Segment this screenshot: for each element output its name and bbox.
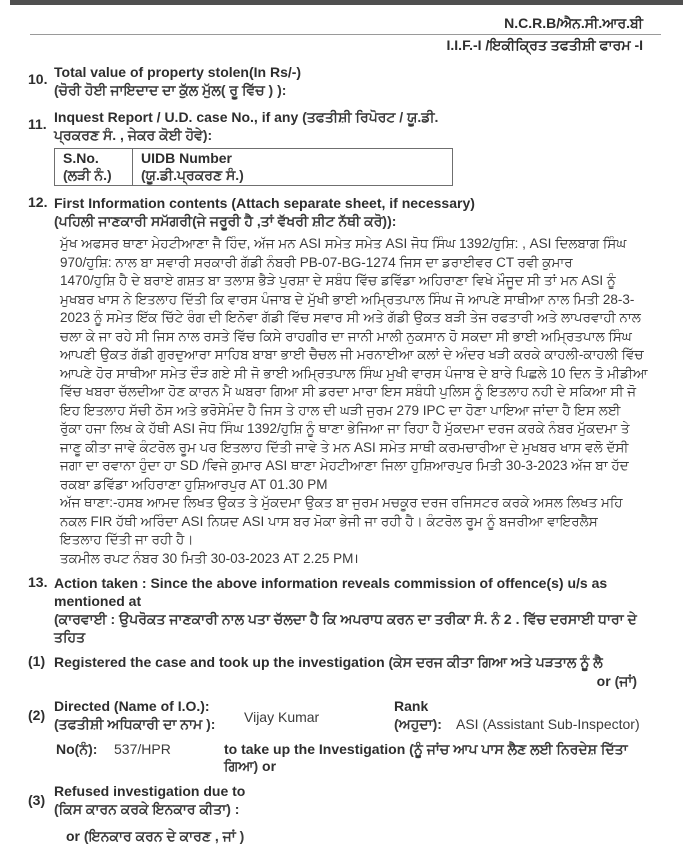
action-2-directed	[28, 697, 661, 733]
rank-label	[394, 697, 456, 733]
io-number-label-pa: (ਨੰ):	[74, 741, 98, 757]
udb-number-cell	[133, 149, 453, 186]
udb-sno-cell	[55, 149, 133, 186]
fir-contents-line: ਇਹ ਇਤਲਾਹ ਸੱਚੀ ਠੋਸ ਅਤੇ ਭਰੋਸੇਮੰਦ ਹੈ ਜਿਸ ਤੇ ਹਾਲ ਦੀ ਘੜੀ ਜੁਰਮ 279 IPC ਦਾ ਹੋਣਾ ਪਾਇਆ ਜਾਂਦਾ ਹੈ ਇਸ ਲਈ	[60, 402, 621, 418]
action-1-text-pa: (ਕੇਸ ਦਰਜ ਕੀਤਾ ਗਿਆ ਅਤੇ ਪੜਤਾਲ ਨੂੰ ਲੈ	[388, 654, 603, 670]
action-1-or-pa: (ਜਾਂ)	[614, 673, 637, 689]
io-number-label	[56, 741, 114, 775]
item-13-number: 13.	[28, 574, 48, 590]
rank-value: ASI (Assistant Sub-Inspector)	[456, 716, 640, 732]
fir-contents-line: ਜਾਣੂ ਕੀਤਾ ਜਾਵੇ ਕੰਟਰੋਲ ਰੂਮ ਪਰ ਇਤਲਾਹ ਦਿੱਤੀ ਜਾਵੇ ਤੇ ਮਨ ASI ਸਮੇਤ ਸਾਥੀ ਕਰਮਚਾਰੀਆ ਦੇ ਮੁਖਬਰ ਖਾਸ ਵਲੋ ਦੱਸੀ	[60, 439, 629, 455]
item-10-body	[54, 63, 661, 99]
form-code: I.I.F.-I /ਇਕੀਕ੍ਰਿਤ ਤਫਤੀਸ਼ੀ ਫਾਰਮ -I	[446, 37, 643, 53]
udb-table-header-row	[55, 149, 453, 186]
fir-contents-line: ਰੁੱਕਾ ਹਜਾ ਲਿਖ ਕੇ ਹੱਥੀ ASI ਜੋਧ ਸਿੰਘ 1392/ਹੁਸ਼ਿ ਨੂੰ ਥਾਣਾ ਭੇਜਿਆ ਜਾ ਰਿਹਾ ਹੈ ਮੁੱਕਦਮਾ ਦਰਜ ਕਰਕੇ ਨੰਬਰ ਮੁੱਕਦਮਾ ਤੇ	[60, 421, 630, 436]
fir-contents-line: ਤਕਮੀਲ ਰਪਟ ਨੰਬਰ 30 ਮਿਤੀ 30-03-2023 AT 2.25 PM।	[60, 550, 359, 566]
action-2-number: (2)	[28, 707, 46, 723]
ncrb-code: N.C.R.B/ਐਨ.ਸੀ.ਆਰ.ਬੀ	[504, 15, 643, 31]
item-11-label-en: Inquest Report / U.D. case No., if any	[54, 109, 303, 125]
item-11-label-line1	[54, 108, 661, 126]
udb-number-label-en: UIDB Number	[141, 150, 233, 166]
refused-label-en: Refused investigation due to	[54, 783, 246, 799]
io-name-value: Vijay Kumar	[244, 709, 320, 725]
item-12-label-en: First Information contents (Attach separate sheet, if necessary)	[54, 195, 475, 211]
item-11-inquest-report	[28, 108, 661, 188]
form-header	[28, 5, 661, 54]
fir-contents-line: ਮੁੱਖ ਅਫਸਰ ਥਾਣਾ ਮੇਹਟੀਆਣਾ ਜੈ ਹਿੰਦ, ਅੱਜ ਮਨ ASI ਸਮੇਤ ਸਮੇਤ ASI ਜੋਧ ਸਿੰਘ 1392/ਹੁਸ਼ਿ: , ASI ਦਿਲਬਾਗ ਸਿੰਘ	[60, 236, 627, 251]
item-13-label-pa: (ਕਾਰਵਾਈ : ਉਪਰੋਕਤ ਜਾਣਕਾਰੀ ਨਾਲ ਪਤਾ ਚੱਲਦਾ ਹੈ ਕਿ ਅਪਰਾਧ ਕਰਨ ਦਾ ਤਰੀਕਾ ਸੰ. ਨੰ 2 . ਵਿੱਚ ਦਰਸਾਈ ਧਾਰਾ ਦੇ ਤਹਿਤ	[54, 611, 637, 645]
rank-label-en: Rank	[394, 698, 429, 714]
item-13-action-taken	[28, 574, 661, 646]
fir-contents-line: ਜਗਾ ਦਾ ਰਵਾਨਾ ਹੁੰਦਾ ਹਾ SD /ਵਿਜੇ ਕੁਮਾਰ ASI ਥਾਣਾ ਮੇਹਟੀਆਣਾ ਜਿਲਾ ਹੁਸ਼ਿਆਰਪੁਰ ਮਿਤੀ 30-3-2023 ਅੱਜ ਬਾ ਹੱਦ	[60, 458, 629, 473]
action-1-text-en: Registered the case and took up the investigation	[54, 654, 389, 670]
item-12-number: 12.	[28, 194, 48, 210]
action-3-or	[28, 828, 661, 845]
takeup-or: or	[258, 758, 277, 774]
fir-form-page	[0, 5, 683, 845]
fir-contents-line: ਮੁਖਬਰ ਖਾਸ ਨੇ ਇਤਲਾਹ ਦਿੱਤੀ ਕਿ ਵਾਰਸ ਪੰਜਾਬ ਦੇ ਮੁੱਖੀ ਭਾਈ ਅਮ੍ਰਿਤਪਾਲ ਸਿੰਘ ਜੋ ਆਪਣੇ ਸਾਥੀਆ ਨਾਲ ਮਿਤੀ 28-3-	[60, 291, 635, 307]
fir-contents	[60, 235, 661, 568]
item-10-property-value	[28, 63, 661, 99]
action-1-registered	[28, 653, 661, 671]
fir-contents-line: ਆਪਣੇ ਹੋਰ ਸਾਥੀਆ ਸਮੇਤ ਦੌੜ ਗਏ ਸੀ ਜੋ ਭਾਈ ਅਮ੍ਰਿਤਪਾਲ ਸਿੰਘ ਮੁਖੀ ਵਾਰਸ ਪੰਜਾਬ ਦੇ ਬਾਰੇ ਪਿਛਲੇ 10 ਦਿਨ ਤੋ ਮੀਡੀਆ	[60, 365, 648, 381]
fir-contents-line: 1470/ਹੁਸ਼ਿ ਹੈ ਦੇ ਬਰਾਏ ਗਸ਼ਤ ਬਾ ਤਲਾਸ਼ ਭੈੜੇ ਪੁਰਸ਼ਾ ਦੇ ਸਬੰਧ ਵਿੱਚ ਡਵਿੱਡਾ ਅਹਿਰਾਣਾ ਵਿਖੇ ਮੌਜੂਦ ਸੀ ਤਾਂ ਮਨ ASI ਨੂੰ	[60, 273, 616, 288]
item-11-label-pa-inline: (ਤਫਤੀਸ਼ੀ ਰਿਪੋਰਟ / ਯੂ.ਡੀ.	[302, 109, 439, 125]
udb-number-table	[54, 148, 453, 186]
action-3-body	[54, 782, 661, 818]
action-2-body	[54, 697, 661, 733]
action-3-or-en: or	[66, 828, 84, 844]
fir-contents-line: ਰਕਬਾ ਡਵਿੱਡਾ ਅਹਿਰਾਣਾ ਹੁਸ਼ਿਆਰਪੁਰ AT 01.30 PM	[60, 476, 328, 492]
item-12-body	[54, 194, 661, 570]
action-1-body	[54, 653, 661, 671]
udb-sno-label-pa: (ਲੜੀ ਨੰ.)	[63, 167, 112, 183]
takeup-text-pa: (ਨੂੰ ਜਾਂਚ ਆਪ ਪਾਸ ਲੈਣ ਲਈ ਨਿਰਦੇਸ਼ ਦਿੱਤਾ ਗਿਆ)	[224, 741, 628, 774]
header-rule	[30, 34, 661, 35]
fir-contents-line: ਇਤਲਾਹ ਦਿੱਤੀ ਜਾ ਰਹੀ ਹੈ।	[60, 532, 194, 547]
fir-contents-line: ਆਪਣੀ ਉਕਤ ਗੱਡੀ ਗੁਰਦੁਆਰਾ ਸਾਹਿਬ ਬਾਬਾ ਭਾਈ ਚੈਚਲ ਜੀ ਮਰਨਾਈਆ ਕਲਾਂ ਦੇ ਅੰਦਰ ਖੜੀ ਕਰਕੇ ਕਾਹਲੀ-ਕਾਹਲੀ ਵਿੱਚ	[60, 347, 644, 362]
fir-contents-line: ਅੱਜ ਥਾਣਾ:-ਹਸਬ ਆਮਦ ਲਿਖਤ ਉਕਤ ਤੇ ਮੁੱਕਦਮਾ ਉਕਤ ਬਾ ਜੁਰਮ ਮਚਕੂਰ ਦਰਜ ਰਜਿਸਟਰ ਕਰਕੇ ਅਸਲ ਲਿਖਤ ਮਹਿ	[60, 495, 623, 510]
rank-label-pa: (ਅਹੁਦਾ):	[394, 716, 442, 732]
item-11-body	[54, 108, 661, 188]
action-3-or-pa: (ਇਨਕਾਰ ਕਰਨ ਦੇ ਕਾਰਣ , ਜਾਂ )	[83, 828, 245, 844]
item-11-number: 11.	[28, 116, 47, 132]
action-1-or-en: or	[596, 673, 615, 689]
item-13-body	[54, 574, 661, 646]
item-13-label-en: Action taken : Since the above information reveals commission of offence(s) u/s as mentioned at	[54, 575, 608, 609]
directed-label-pa: (ਤਫਤੀਸ਼ੀ ਅਧਿਕਾਰੀ ਦਾ ਨਾਮ ):	[54, 716, 216, 732]
io-number-row	[28, 741, 661, 775]
item-11-label-line2: ਪ੍ਰਕਰਣ ਸੰ. , ਜੇਕਰ ਕੋਈ ਹੋਵੇ):	[54, 127, 213, 143]
takeup-text	[224, 741, 661, 775]
fir-contents-line: ਵਿੱਚ ਖਬਰਾ ਚੱਲਦੀਆ ਹੋਣ ਕਾਰਨ ਮੈ ਘਬਰਾ ਗਿਆ ਸੀ ਡਰਦਾ ਮਾਰਾ ਇਸ ਸਬੰਧੀ ਪੁਲਿਸ ਨੂੰ ਇਤਲਾਹ ਨਹੀ ਦੇ ਸਕਿਆ ਸੀ ਜੋ	[60, 384, 637, 399]
action-1-number: (1)	[28, 653, 46, 669]
directed-label-en: Directed (Name of I.O.):	[54, 698, 210, 714]
fir-contents-line: 2023 ਨੂੰ ਸਮੇਤ ਇੱਕ ਚਿੱਟੇ ਰੰਗ ਦੀ ਇਨੋਵਾ ਗੱਡੀ ਵਿੱਚ ਸਵਾਰ ਸੀ ਅਤੇ ਗੱਡੀ ਉਕਤ ਬੜੀ ਤੇਜ ਰਫਤਾਰੀ ਅਤੇ ਲਾਪਰਵਾਹੀ ਨਾਲ	[60, 310, 641, 325]
action-3-number: (3)	[28, 792, 46, 808]
fir-contents-line: ਚਲਾ ਕੇ ਜਾ ਰਹੇ ਸੀ ਜਿਸ ਨਾਲ ਰਸਤੇ ਵਿੱਚ ਕਿਸੇ ਰਾਹਗੀਰ ਦਾ ਜਾਨੀ ਮਾਲੀ ਨੁਕਸਾਨ ਹੋ ਸਕਦਾ ਸੀ ਭਾਈ ਅਮ੍ਰਿਤਪਾਲ ਸਿੰਘ	[60, 328, 632, 344]
io-number-value: 537/HPR	[114, 741, 171, 757]
fir-contents-line: ਨਕਲ FIR ਹੱਥੀ ਅਰਿੰਦਾ ASI ਨਿਯਦ ASI ਪਾਸ ਬਰ ਮੋਕਾ ਭੇਜੀ ਜਾ ਰਹੀ ਹੈ। ਕੰਟਰੋਲ ਰੂਮ ਨੂੰ ਬਜਰੀਆ ਵਾਇਰਲੈਸ	[60, 513, 598, 529]
action-1-or	[28, 673, 661, 690]
item-10-label-en: Total value of property stolen(In Rs/-)	[54, 64, 302, 80]
item-12-label-pa: (ਪਹਿਲੀ ਜਾਣਕਾਰੀ ਸਮੱਗਰੀ(ਜੇ ਜਰੂਰੀ ਹੈ ,ਤਾਂ ਵੱਖਰੀ ਸ਼ੀਟ ਨੱਥੀ ਕਰੋ)):	[54, 213, 397, 229]
refused-label-pa: (ਕਿਸ ਕਾਰਨ ਕਰਕੇ ਇਨਕਾਰ ਕੀਤਾ) :	[54, 801, 240, 817]
directed-label	[54, 697, 244, 733]
udb-number-label-pa: (ਯੂ.ਡੀ.ਪ੍ਰਕਰਣ ਸੰ.)	[141, 167, 244, 183]
udb-sno-label-en: S.No.	[63, 150, 99, 166]
item-10-label-pa: (ਚੋਰੀ ਹੋਈ ਜਾਇਦਾਦ ਦਾ ਕੁੱਲ ਮੁੱਲ( ਰੂ ਵਿੱਚ ) ):	[54, 82, 287, 98]
item-12-first-information	[28, 194, 661, 570]
action-3-refused	[28, 782, 661, 818]
io-number-label-en: No	[56, 741, 75, 757]
takeup-text-en: to take up the Investigation	[224, 741, 410, 757]
fir-contents-line: 970/ਹੁਸ਼ਿ: ਨਾਲ ਬਾ ਸਵਾਰੀ ਸਰਕਾਰੀ ਗੱਡੀ ਨੰਬਰੀ PB-07-BG-1274 ਜਿਸ ਦਾ ਡਰਾਈਵਰ CT ਰਵੀ ਕੁਮਾਰ	[60, 254, 573, 270]
item-10-number: 10.	[28, 71, 48, 87]
